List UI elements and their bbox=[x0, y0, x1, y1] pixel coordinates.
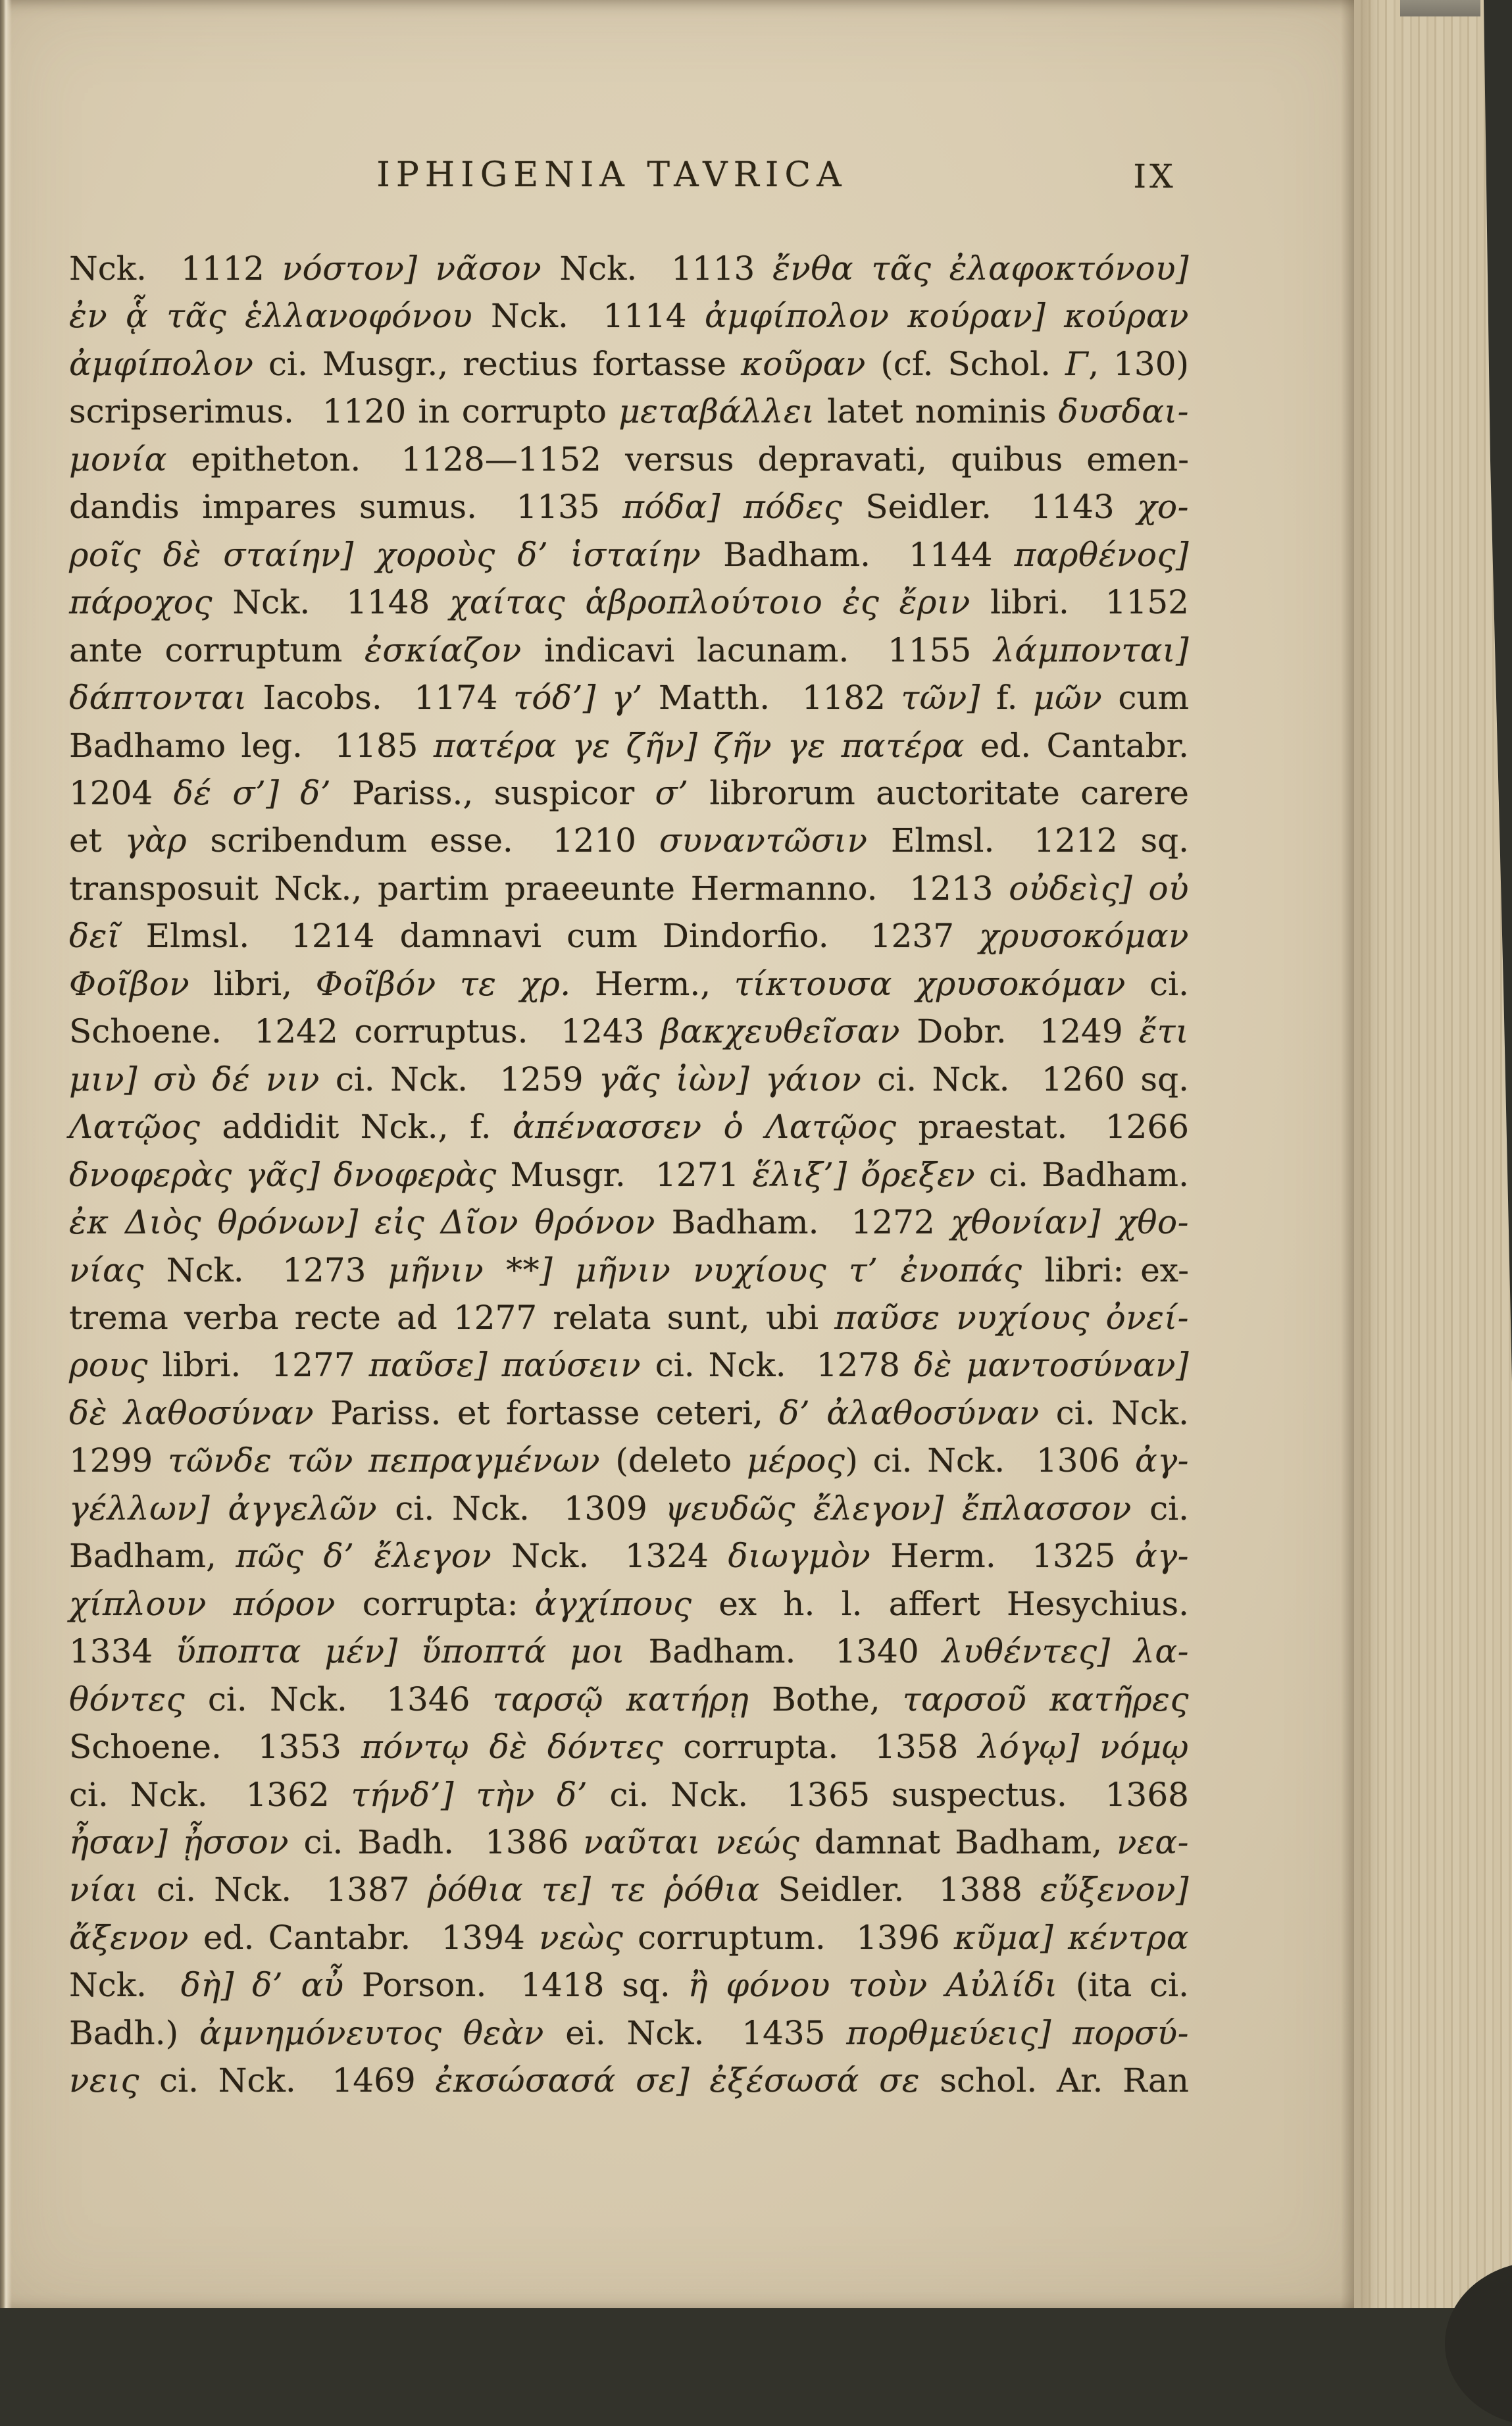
text-line bbox=[69, 1628, 1189, 1675]
greek-text: λόγῳ] νόμῳ bbox=[978, 1728, 1189, 1767]
latin-text: Nck. 1113 bbox=[559, 249, 773, 288]
greek-text: συναντῶσιν bbox=[659, 821, 891, 860]
text-line bbox=[69, 1008, 1189, 1055]
text-line bbox=[69, 1199, 1189, 1246]
latin-text: dandis impares sumus. 1135 bbox=[69, 488, 623, 527]
greek-text: δὲ μαντοσύναν] bbox=[914, 1346, 1190, 1385]
greek-text: εὔξενον] bbox=[1040, 1871, 1189, 1909]
latin-text: Badham. 1340 bbox=[648, 1632, 942, 1671]
apparatus-text bbox=[69, 245, 1189, 2105]
latin-text: libri, bbox=[213, 964, 316, 1003]
latin-text: ci. bbox=[1149, 1489, 1189, 1528]
text-line bbox=[69, 340, 1189, 388]
latin-text: 1204 bbox=[69, 773, 174, 812]
latin-text: ci. Nck. 1362 bbox=[69, 1775, 351, 1814]
latin-text: schol. Ar. Ran bbox=[940, 2061, 1189, 2100]
latin-text: Schoene. 1242 corruptus. 1243 bbox=[69, 1012, 661, 1051]
text-line bbox=[69, 627, 1189, 674]
text-line bbox=[69, 579, 1189, 626]
latin-text: indicavi lacunam. 1155 bbox=[544, 631, 994, 669]
greek-text: μιν] σὺ δέ νιν bbox=[69, 1060, 336, 1098]
latin-text: 1334 bbox=[69, 1632, 176, 1671]
greek-text: παῦσε] παύσειν bbox=[368, 1346, 655, 1385]
greek-text: ἐκσώσασά σε] ἐξέσωσά σε bbox=[435, 2061, 940, 2100]
latin-text: Bothe, bbox=[771, 1680, 903, 1718]
greek-text: ἕλιξ’] ὄρεξεν bbox=[752, 1155, 990, 1194]
greek-text: νεα- bbox=[1117, 1822, 1189, 1861]
greek-text: δυσδαι- bbox=[1058, 392, 1189, 431]
latin-text: ci. Nck. 1346 bbox=[207, 1680, 493, 1718]
greek-text: ἀπένασσεν ὁ Λατῷος bbox=[513, 1108, 919, 1147]
scan-artifact-bar bbox=[1400, 0, 1480, 16]
greek-text: νεις bbox=[69, 2061, 160, 2100]
latin-text: ex h. l. affert Hesychius. bbox=[718, 1584, 1190, 1623]
latin-text: corruptum. 1396 bbox=[638, 1918, 954, 1957]
greek-text: δνοφερὰς γᾶς] δνοφερὰς bbox=[69, 1155, 511, 1194]
greek-text: ἐκ Διὸς θρόνων] εἰς Δῖον θρόνον bbox=[69, 1203, 672, 1242]
text-line bbox=[69, 292, 1189, 340]
greek-text: Λατῷος bbox=[69, 1108, 222, 1147]
greek-text: δάπτονται bbox=[69, 679, 263, 717]
latin-text: Seidler. 1143 bbox=[865, 488, 1138, 527]
latin-text: f. bbox=[995, 679, 1034, 717]
greek-text: ταρσῷ κατήρῃ bbox=[492, 1680, 772, 1718]
text-line bbox=[69, 1389, 1189, 1437]
page-left-edge bbox=[0, 0, 12, 2308]
text-line bbox=[69, 1056, 1189, 1103]
greek-text: λυθέντες] λα- bbox=[942, 1632, 1189, 1671]
latin-text: ci. Nck. 1387 bbox=[157, 1871, 428, 1909]
latin-text: ante corruptum bbox=[69, 631, 365, 669]
greek-text: λάμπονται] bbox=[994, 631, 1189, 669]
latin-text: addidit Nck., f. bbox=[222, 1108, 513, 1147]
greek-text: τῶν] bbox=[901, 679, 996, 717]
latin-text: Badham. 1272 bbox=[671, 1203, 951, 1242]
latin-text: scribendum esse. 1210 bbox=[210, 821, 659, 860]
greek-text: δ’ ἀλαθοσύναν bbox=[779, 1393, 1056, 1432]
greek-text: θόντες bbox=[69, 1680, 208, 1718]
greek-text: χο- bbox=[1137, 488, 1189, 527]
latin-text: librorum auctoritate carere bbox=[709, 773, 1189, 812]
text-line bbox=[69, 483, 1189, 530]
running-title: IPHIGENIA TAVRICA bbox=[376, 155, 847, 195]
latin-text: corrupta: bbox=[362, 1584, 535, 1623]
text-line bbox=[69, 912, 1189, 960]
latin-text: ci. Nck. 1278 bbox=[655, 1346, 914, 1385]
greek-text: ἢ φόνου τοὺν Αὐλίδι bbox=[688, 1966, 1076, 2005]
text-line bbox=[69, 1151, 1189, 1199]
text-line bbox=[69, 245, 1189, 292]
latin-text: Badham, bbox=[69, 1537, 236, 1576]
greek-text: διωγμὸν bbox=[728, 1537, 891, 1576]
latin-text: Nck. 1273 bbox=[166, 1251, 388, 1289]
greek-text: πόδα] πόδες bbox=[622, 488, 866, 527]
greek-text: χρυσοκόμαν bbox=[979, 917, 1189, 956]
greek-text: ἦσαν] ᾖσσον bbox=[69, 1822, 304, 1861]
latin-text: Pariss., suspicor bbox=[352, 773, 655, 812]
text-line bbox=[69, 1723, 1189, 1770]
latin-text: Matth. 1182 bbox=[658, 679, 901, 717]
latin-text: ci. Nck. 1365 suspectus. 1368 bbox=[609, 1775, 1189, 1814]
greek-text: γέλλων] ἀγγελῶν bbox=[69, 1489, 395, 1528]
greek-text: χίπλουν πόρον bbox=[69, 1584, 363, 1623]
text-line bbox=[69, 1341, 1189, 1389]
latin-text: (ita ci. bbox=[1075, 1966, 1190, 2005]
greek-text: τῶνδε τῶν πεπραγμένων bbox=[168, 1441, 616, 1480]
page-number: IX bbox=[1133, 157, 1176, 195]
latin-text: Seidler. 1388 bbox=[778, 1871, 1040, 1909]
text-line bbox=[69, 1866, 1189, 1913]
greek-text: ἄξενον bbox=[69, 1918, 203, 1957]
latin-text: ci. Nck. 1259 bbox=[335, 1060, 599, 1098]
latin-text: Nck. 1112 bbox=[69, 249, 282, 288]
greek-text: ἀγ- bbox=[1134, 1537, 1190, 1576]
greek-text: ἐσκίαζον bbox=[365, 631, 545, 669]
greek-text: γὰρ bbox=[124, 821, 211, 860]
greek-text: παρθένος] bbox=[1014, 535, 1189, 574]
latin-text: Elmsl. 1212 sq. bbox=[890, 821, 1189, 860]
text-line bbox=[69, 1914, 1189, 1961]
greek-text: νόστον] νᾶσον bbox=[282, 249, 560, 288]
latin-text: ci. Nck. bbox=[1055, 1393, 1190, 1432]
greek-text: μεταβάλλει bbox=[618, 392, 828, 431]
latin-text: (deleto bbox=[615, 1441, 747, 1480]
greek-text: ὕποπτα μέν] ὕποπτά μοι bbox=[176, 1632, 649, 1671]
text-line bbox=[69, 865, 1189, 912]
latin-text: Badh.) bbox=[69, 2013, 199, 2052]
text-line bbox=[69, 1819, 1189, 1866]
latin-text: libri: ex- bbox=[1044, 1251, 1189, 1289]
text-line bbox=[69, 1771, 1189, 1819]
greek-text: γᾶς ἰὼν] γάιον bbox=[598, 1060, 878, 1098]
greek-text: ναῦται νεώς bbox=[583, 1822, 815, 1861]
greek-text: κῦμα] κέντρα bbox=[953, 1918, 1189, 1957]
greek-text: Φοῖβον bbox=[69, 964, 214, 1003]
latin-text: Dobr. 1249 bbox=[917, 1012, 1140, 1051]
latin-text: Elmsl. 1214 damnavi cum Dindorfio. 1237 bbox=[145, 917, 980, 956]
greek-text: μονία bbox=[69, 440, 191, 478]
greek-text: δέ σ’] δ’ bbox=[173, 773, 353, 812]
latin-text: Schoene. 1353 bbox=[69, 1728, 361, 1767]
greek-text: πορθμεύεις] πορσύ- bbox=[846, 2013, 1189, 2052]
greek-text: πόντῳ δὲ δόντες bbox=[361, 1728, 684, 1767]
text-line bbox=[69, 1676, 1189, 1723]
greek-text: νεὼς bbox=[539, 1918, 638, 1957]
text-line bbox=[69, 1580, 1189, 1628]
latin-text: libri. 1152 bbox=[990, 583, 1189, 622]
greek-text: χαίτας ἁβροπλούτοιο ἐς ἔριν bbox=[449, 583, 991, 622]
latin-text: ei. Nck. 1435 bbox=[565, 2013, 847, 2052]
greek-text: ταρσοῦ κατῆρες bbox=[902, 1680, 1189, 1718]
latin-text: Musgr. 1271 bbox=[510, 1155, 753, 1194]
greek-text: Φοῖβόν τε χρ. bbox=[315, 964, 595, 1003]
latin-text: Nck. 1148 bbox=[232, 583, 450, 622]
text-line bbox=[69, 388, 1189, 435]
text-line bbox=[69, 1247, 1189, 1294]
greek-text: δεῖ bbox=[69, 917, 146, 956]
greek-text: νίας bbox=[69, 1251, 166, 1289]
greek-text: πάροχος bbox=[69, 583, 233, 622]
latin-text: ci. bbox=[1149, 964, 1189, 1003]
text-line bbox=[69, 436, 1189, 483]
latin-text: ci. Musgr., rectius fortasse bbox=[268, 344, 742, 383]
greek-text: ἐν ᾇ τᾶς ἑλλανοφόνου bbox=[69, 297, 491, 336]
text-line bbox=[69, 1485, 1189, 1532]
greek-text: ἀμνημόνευτος θεὰν bbox=[199, 2013, 566, 2052]
latin-text: Porson. 1418 sq. bbox=[361, 1966, 688, 2005]
greek-text: ἔνθα τᾶς ἐλαφοκτόνου] bbox=[772, 249, 1189, 288]
latin-text: scripserimus. 1120 in corrupto bbox=[69, 392, 619, 431]
greek-text: μῶν bbox=[1033, 679, 1119, 717]
greek-text: πατέρα γε ζῆν] ζῆν γε πατέρα bbox=[433, 726, 980, 765]
latin-text: (cf. Schol. bbox=[880, 344, 1065, 383]
text-line bbox=[69, 1532, 1189, 1580]
latin-text: transposuit Nck., partim praeeunte Hermanno. 1213 bbox=[69, 869, 1009, 908]
text-line bbox=[69, 2057, 1189, 2104]
latin-text: Nck. 1324 bbox=[511, 1537, 728, 1576]
greek-text: τόδ’] γ’ bbox=[513, 679, 659, 717]
text-line bbox=[69, 1437, 1189, 1484]
latin-text: cum bbox=[1118, 679, 1190, 717]
greek-text: Γ bbox=[1065, 344, 1089, 383]
latin-text: trema verba recte ad 1277 relata sunt, ubi bbox=[69, 1298, 835, 1337]
greek-text: ἀγχίπους bbox=[534, 1584, 719, 1623]
text-line bbox=[69, 531, 1189, 579]
latin-text: Herm. 1325 bbox=[890, 1537, 1135, 1576]
text-line bbox=[69, 2009, 1189, 2057]
book-fore-edge bbox=[1354, 0, 1512, 2308]
text-line bbox=[69, 1103, 1189, 1150]
greek-text: τίκτουσα χρυσοκόμαν bbox=[734, 964, 1150, 1003]
greek-text: ῥόθια τε] τε ῥόθια bbox=[427, 1871, 778, 1909]
greek-text: ροῖς δὲ σταίην] χοροὺς δ’ ἱσταίην bbox=[69, 535, 724, 574]
latin-text: Pariss. et fortasse ceteri, bbox=[330, 1393, 780, 1432]
text-line bbox=[69, 674, 1189, 721]
text-line bbox=[69, 769, 1189, 817]
greek-text: χθονίαν] χθο- bbox=[950, 1203, 1189, 1242]
latin-text: ) ci. Nck. 1306 bbox=[845, 1441, 1135, 1480]
greek-text: παῦσε νυχίους ὀνεί- bbox=[834, 1298, 1189, 1337]
greek-text: σ’ bbox=[655, 773, 710, 812]
latin-text: et bbox=[69, 821, 125, 860]
latin-text: 1299 bbox=[69, 1441, 168, 1480]
greek-text: νίαι bbox=[69, 1871, 157, 1909]
latin-text: Badham. 1144 bbox=[723, 535, 1015, 574]
latin-text: praestat. 1266 bbox=[918, 1108, 1190, 1147]
greek-text: μέρος bbox=[747, 1441, 845, 1480]
text-line bbox=[69, 1961, 1189, 2009]
text-line bbox=[69, 960, 1189, 1008]
greek-text: δὲ λαθοσύναν bbox=[69, 1393, 331, 1432]
greek-text: μῆνιν **] μῆνιν νυχίους τ’ ἐνοπάς bbox=[388, 1251, 1045, 1289]
latin-text: Badhamo leg. 1185 bbox=[69, 726, 434, 765]
latin-text: , 130) bbox=[1088, 344, 1190, 383]
latin-text: ed. Cantabr. 1394 bbox=[203, 1918, 540, 1957]
latin-text: ci. Nck. 1309 bbox=[395, 1489, 665, 1528]
greek-text: δὴ] δ’ αὖ bbox=[180, 1966, 362, 2005]
greek-text: ἀμφίπολον bbox=[69, 344, 269, 383]
latin-text: ci. Badham. bbox=[989, 1155, 1189, 1194]
greek-text: τήνδ’] τὴν δ’ bbox=[351, 1775, 610, 1814]
latin-text: ed. Cantabr. bbox=[980, 726, 1189, 765]
greek-text: ἔτι bbox=[1139, 1012, 1189, 1051]
greek-text: ρους bbox=[69, 1346, 163, 1385]
latin-text: ci. Nck. 1469 bbox=[159, 2061, 436, 2100]
latin-text: damnat Badham, bbox=[814, 1822, 1117, 1861]
greek-text: κοῦραν bbox=[741, 344, 881, 383]
greek-text: ψευδῶς ἔλεγον] ἔπλασσον bbox=[665, 1489, 1150, 1528]
greek-text: ἀμφίπολον κούραν] κούραν bbox=[704, 297, 1189, 336]
latin-text: libri. 1277 bbox=[162, 1346, 369, 1385]
latin-text: corrupta. 1358 bbox=[683, 1728, 978, 1767]
latin-text: ci. Badh. 1386 bbox=[303, 1822, 584, 1861]
latin-text: Nck. 1114 bbox=[490, 297, 705, 336]
greek-text: βακχευθεῖσαν bbox=[661, 1012, 917, 1051]
text-line bbox=[69, 1294, 1189, 1341]
greek-text: οὐδεὶς] οὐ bbox=[1009, 869, 1190, 908]
latin-text: Iacobs. 1174 bbox=[263, 679, 514, 717]
latin-text: ci. Nck. 1260 sq. bbox=[877, 1060, 1189, 1098]
latin-text: epitheton. 1128—1152 versus depravati, quibus emen- bbox=[191, 440, 1189, 478]
greek-text: ἀγ- bbox=[1134, 1441, 1189, 1480]
latin-text: latet nominis bbox=[827, 392, 1059, 431]
greek-text: πῶς δ’ ἔλεγον bbox=[236, 1537, 512, 1576]
text-line bbox=[69, 722, 1189, 769]
latin-text: Nck. bbox=[69, 1966, 181, 2005]
latin-text: Herm., bbox=[594, 964, 734, 1003]
text-line bbox=[69, 817, 1189, 864]
